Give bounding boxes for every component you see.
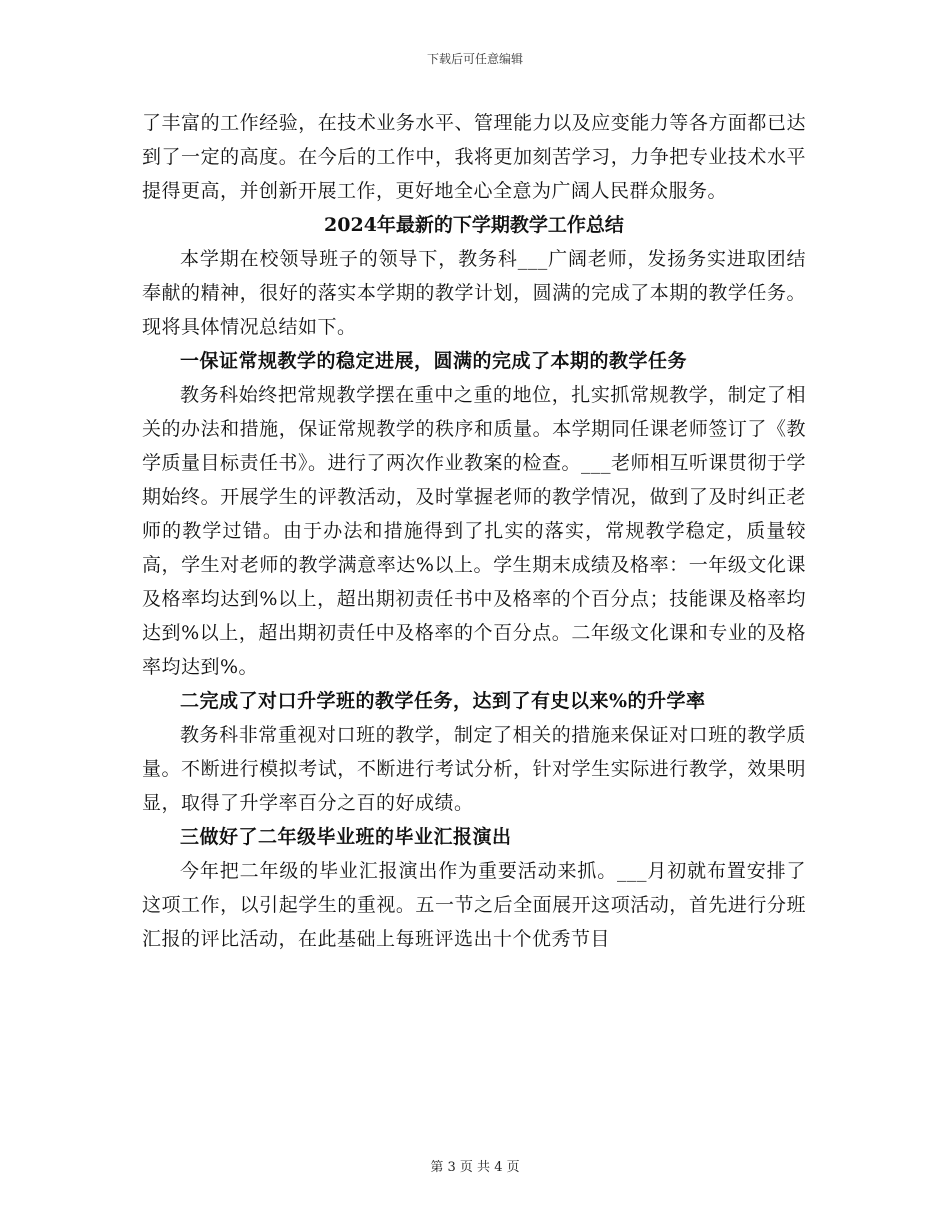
section-2-paragraph: 教务科非常重视对口班的教学，制定了相关的措施来保证对口班的教学质量。不断进行模拟考试，不断进行考试分析，针对学生实际进行教学，效果明显，取得了升学率百分之百的好成绩。 (142, 724, 806, 814)
page-number: 第 3 页 共 4 页 (430, 1160, 520, 1175)
page-header-note: 下载后可任意编辑 (426, 52, 523, 66)
continuation-paragraph: 了丰富的工作经验，在技术业务水平、管理能力以及应变能力等各方面都已达到了一定的高度。在今后的工作中，我将更加刻苦学习，力争把专业技术水平提得更高，并创新开展工作，更好地全心全意为广阔人民群众服务。 (142, 112, 806, 202)
intro-paragraph: 本学期在校领导班子的领导下，教务科___广阔老师，发扬务实进取团结奉献的精神，很好的落实本学期的教学计划，圆满的完成了本期的教学任务。现将具体情况总结如下。 (142, 248, 806, 338)
section-3-paragraph: 今年把二年级的毕业汇报演出作为重要活动来抓。___月初就布置安排了这项工作，以引起学生的重视。五一节之后全面展开这项活动，首先进行分班汇报的评比活动，在此基础上每班评选出十个优秀节目 (142, 860, 806, 950)
section-1-heading: 一保证常规教学的稳定进展，圆满的完成了本期的教学任务 (180, 350, 688, 372)
document-body (142, 106, 806, 956)
section-2-heading: 二完成了对口升学班的教学任务，达到了有史以来%的升学率 (180, 690, 706, 712)
document-title: 2024年最新的下学期教学工作总结 (324, 214, 624, 236)
section-1-paragraph: 教务科始终把常规教学摆在重中之重的地位，扎实抓常规教学，制定了相关的办法和措施，保证常规教学的秩序和质量。本学期同任课老师签订了《教学质量目标责任书》。进行了两次作业教案的检查。___老师相互听课贯彻于学期始终。开展学生的评教活动，及时掌握老师的教学情况，做到了及时纠正老师的教学过错。由于办法和措施得到了扎实的落实，常规教学稳定，质量较高，学生对老师的教学满意率达%以上。学生期末成绩及格率：一年级文化课及格率均达到%以上，超出期初责任书中及格率的个百分点；技能课及格率均达到%以上，超出期初责任中及格率的个百分点。二年级文化课和专业的及格率均达到%。 (142, 384, 807, 678)
section-3-heading: 三做好了二年级毕业班的毕业汇报演出 (180, 826, 512, 848)
